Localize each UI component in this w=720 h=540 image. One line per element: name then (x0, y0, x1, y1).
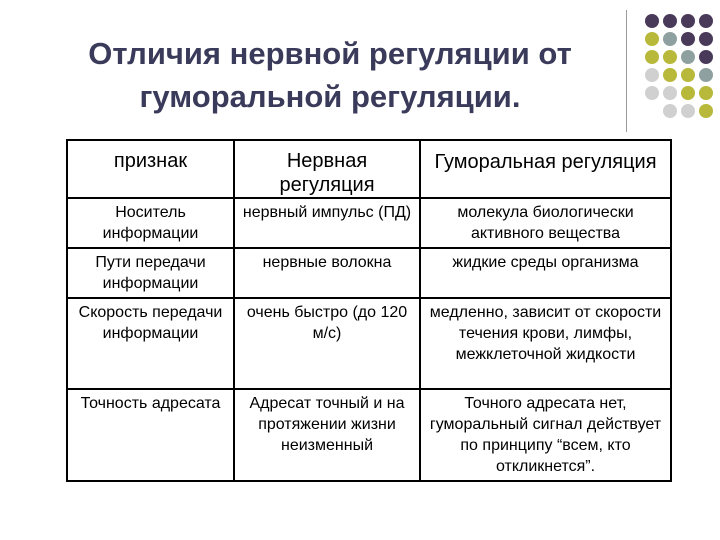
decor-dot (663, 50, 677, 64)
table-cell: медленно, зависит от скорости течения крови, лимфы, межклеточной жидкости (420, 298, 671, 389)
table-row (67, 248, 671, 298)
table-cell: Носитель информации (67, 198, 234, 248)
table-cell: Точность адресата (67, 389, 234, 481)
decor-dot (681, 86, 695, 100)
decor-dot (663, 104, 677, 118)
decor-dot (699, 50, 713, 64)
comparison-table (66, 139, 672, 482)
decor-dot (663, 86, 677, 100)
decor-dot (645, 32, 659, 46)
decor-dot (663, 68, 677, 82)
decor-dot (681, 68, 695, 82)
table-cell: нервный импульс (ПД) (234, 198, 420, 248)
table-cell: молекула биологически активного вещества (420, 198, 671, 248)
decor-dot (663, 14, 677, 28)
decor-dot (663, 32, 677, 46)
decor-dot-grid (643, 12, 715, 122)
decor-dot (645, 50, 659, 64)
table-cell: нервные волокна (234, 248, 420, 298)
table-header-row (67, 140, 671, 198)
decor-dot (699, 14, 713, 28)
header-cell-nervous: Нервная регуляция (234, 140, 420, 198)
header-cell-feature: признак (67, 140, 234, 198)
decor-dot (699, 86, 713, 100)
table-row (67, 198, 671, 248)
decor-divider-line (626, 10, 627, 132)
table-cell: Адресат точный и на протяжении жизни неизменный (234, 389, 420, 481)
table-cell: Точного адресата нет, гуморальный сигнал действует по принципу “всем, кто откликнется”. (420, 389, 671, 481)
table-cell: Скорость передачи информации (67, 298, 234, 389)
header-cell-humoral: Гуморальная регуляция (420, 140, 671, 198)
table-cell: очень быстро (до 120 м/с) (234, 298, 420, 389)
decor-dot (681, 14, 695, 28)
table-cell: Пути передачи информации (67, 248, 234, 298)
decor-dot (645, 68, 659, 82)
table-cell: жидкие среды организма (420, 248, 671, 298)
decor-dot (645, 104, 659, 118)
decor-dot (681, 32, 695, 46)
decor-dot (699, 32, 713, 46)
table-row (67, 298, 671, 389)
decor-dot (699, 104, 713, 118)
page-title: Отличия нервной регуляции от гуморальной регуляции. (88, 36, 572, 114)
decor-dot (645, 86, 659, 100)
table-row (67, 389, 671, 481)
decor-dot (645, 14, 659, 28)
decor-dot (681, 50, 695, 64)
decor-dot (699, 68, 713, 82)
decor-dot (681, 104, 695, 118)
